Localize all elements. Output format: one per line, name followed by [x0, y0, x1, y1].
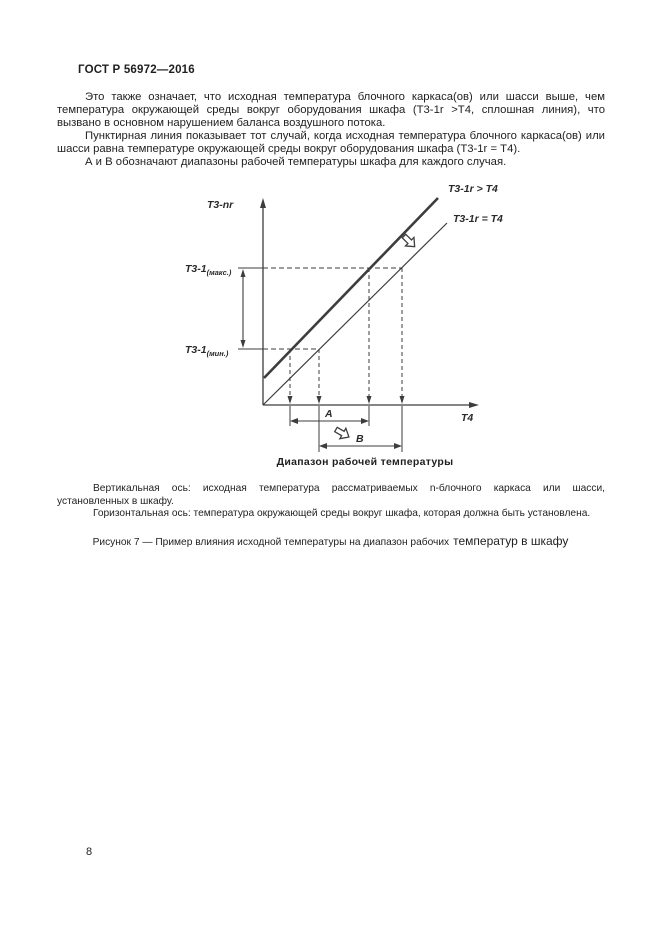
- range-a-label: А: [325, 408, 333, 420]
- paragraph-3: А и В обозначают диапазоны рабочей температуры шкафа для каждого случая.: [85, 156, 507, 168]
- note-vertical-axis: Вертикальная ось: исходная температура рассматриваемых n-блочного каркаса или шасси, установленных в шкафу.: [57, 483, 605, 507]
- figure-caption-part2: температур в шкафу: [453, 534, 569, 548]
- figure-caption: [0, 534, 661, 548]
- dropline-2-arrow-icon: [317, 396, 322, 404]
- diagram-caption: Диапазон рабочей температуры: [276, 456, 454, 468]
- document-header: ГОСТ Р 56972—2016: [78, 64, 195, 76]
- thin-line-label: Т3-1r = Т4: [453, 213, 503, 225]
- note-horizontal-axis: Горизонтальная ось: температура окружающей среды вокруг шкафа, которая должна быть установлена.: [93, 508, 591, 520]
- page-number: 8: [86, 846, 93, 858]
- y-axis-label: Т3-nr: [207, 199, 234, 211]
- range-a-right-arrow-icon: [361, 418, 369, 424]
- paragraph-1: Это также означает, что исходная температура блочного каркаса(ов) или шасси выше, чем температура окружающей среды вокруг оборудования шкафа (Т3-1r >Т4, сплошная линия), что вызвано в основном нарушением баланса воздушного потока.: [57, 91, 605, 129]
- range-span-arrow-down-icon: [241, 340, 246, 348]
- range-b-label: В: [356, 433, 364, 445]
- paragraph-2: Пунктирная линия показывает тот случай, когда исходная температура блочного каркаса(ов) или шасси равна температуре окружающей среды вокруг оборудования шкафа (Т3-1r = Т4).: [57, 130, 605, 155]
- range-b-right-arrow-icon: [394, 443, 402, 449]
- dropline-4-arrow-icon: [400, 396, 405, 404]
- thin-line-t31r-eq-t4: [263, 223, 447, 405]
- dropline-3-arrow-icon: [367, 396, 372, 404]
- dropline-1-arrow-icon: [288, 396, 293, 404]
- figure-caption-part1: Рисунок 7 — Пример влияния исходной температуры на диапазон рабочих: [92, 537, 450, 548]
- t31-min-label: Т3-1(мин.): [185, 344, 229, 358]
- figure-notes: [57, 483, 605, 521]
- y-axis-arrow-icon: [260, 198, 266, 208]
- range-b-left-arrow-icon: [319, 443, 327, 449]
- range-a-left-arrow-icon: [290, 418, 298, 424]
- shift-arrow-bottom-icon: [333, 424, 352, 442]
- t31-max-label: Т3-1(макс.): [185, 263, 232, 277]
- range-span-arrow-up-icon: [241, 269, 246, 277]
- body-text-block: [57, 91, 605, 169]
- solid-line-label: Т3-1r > Т4: [448, 183, 498, 195]
- x-axis-label: Т4: [461, 412, 474, 424]
- x-axis-arrow-icon: [469, 402, 479, 408]
- figure-7-diagram: [175, 180, 515, 460]
